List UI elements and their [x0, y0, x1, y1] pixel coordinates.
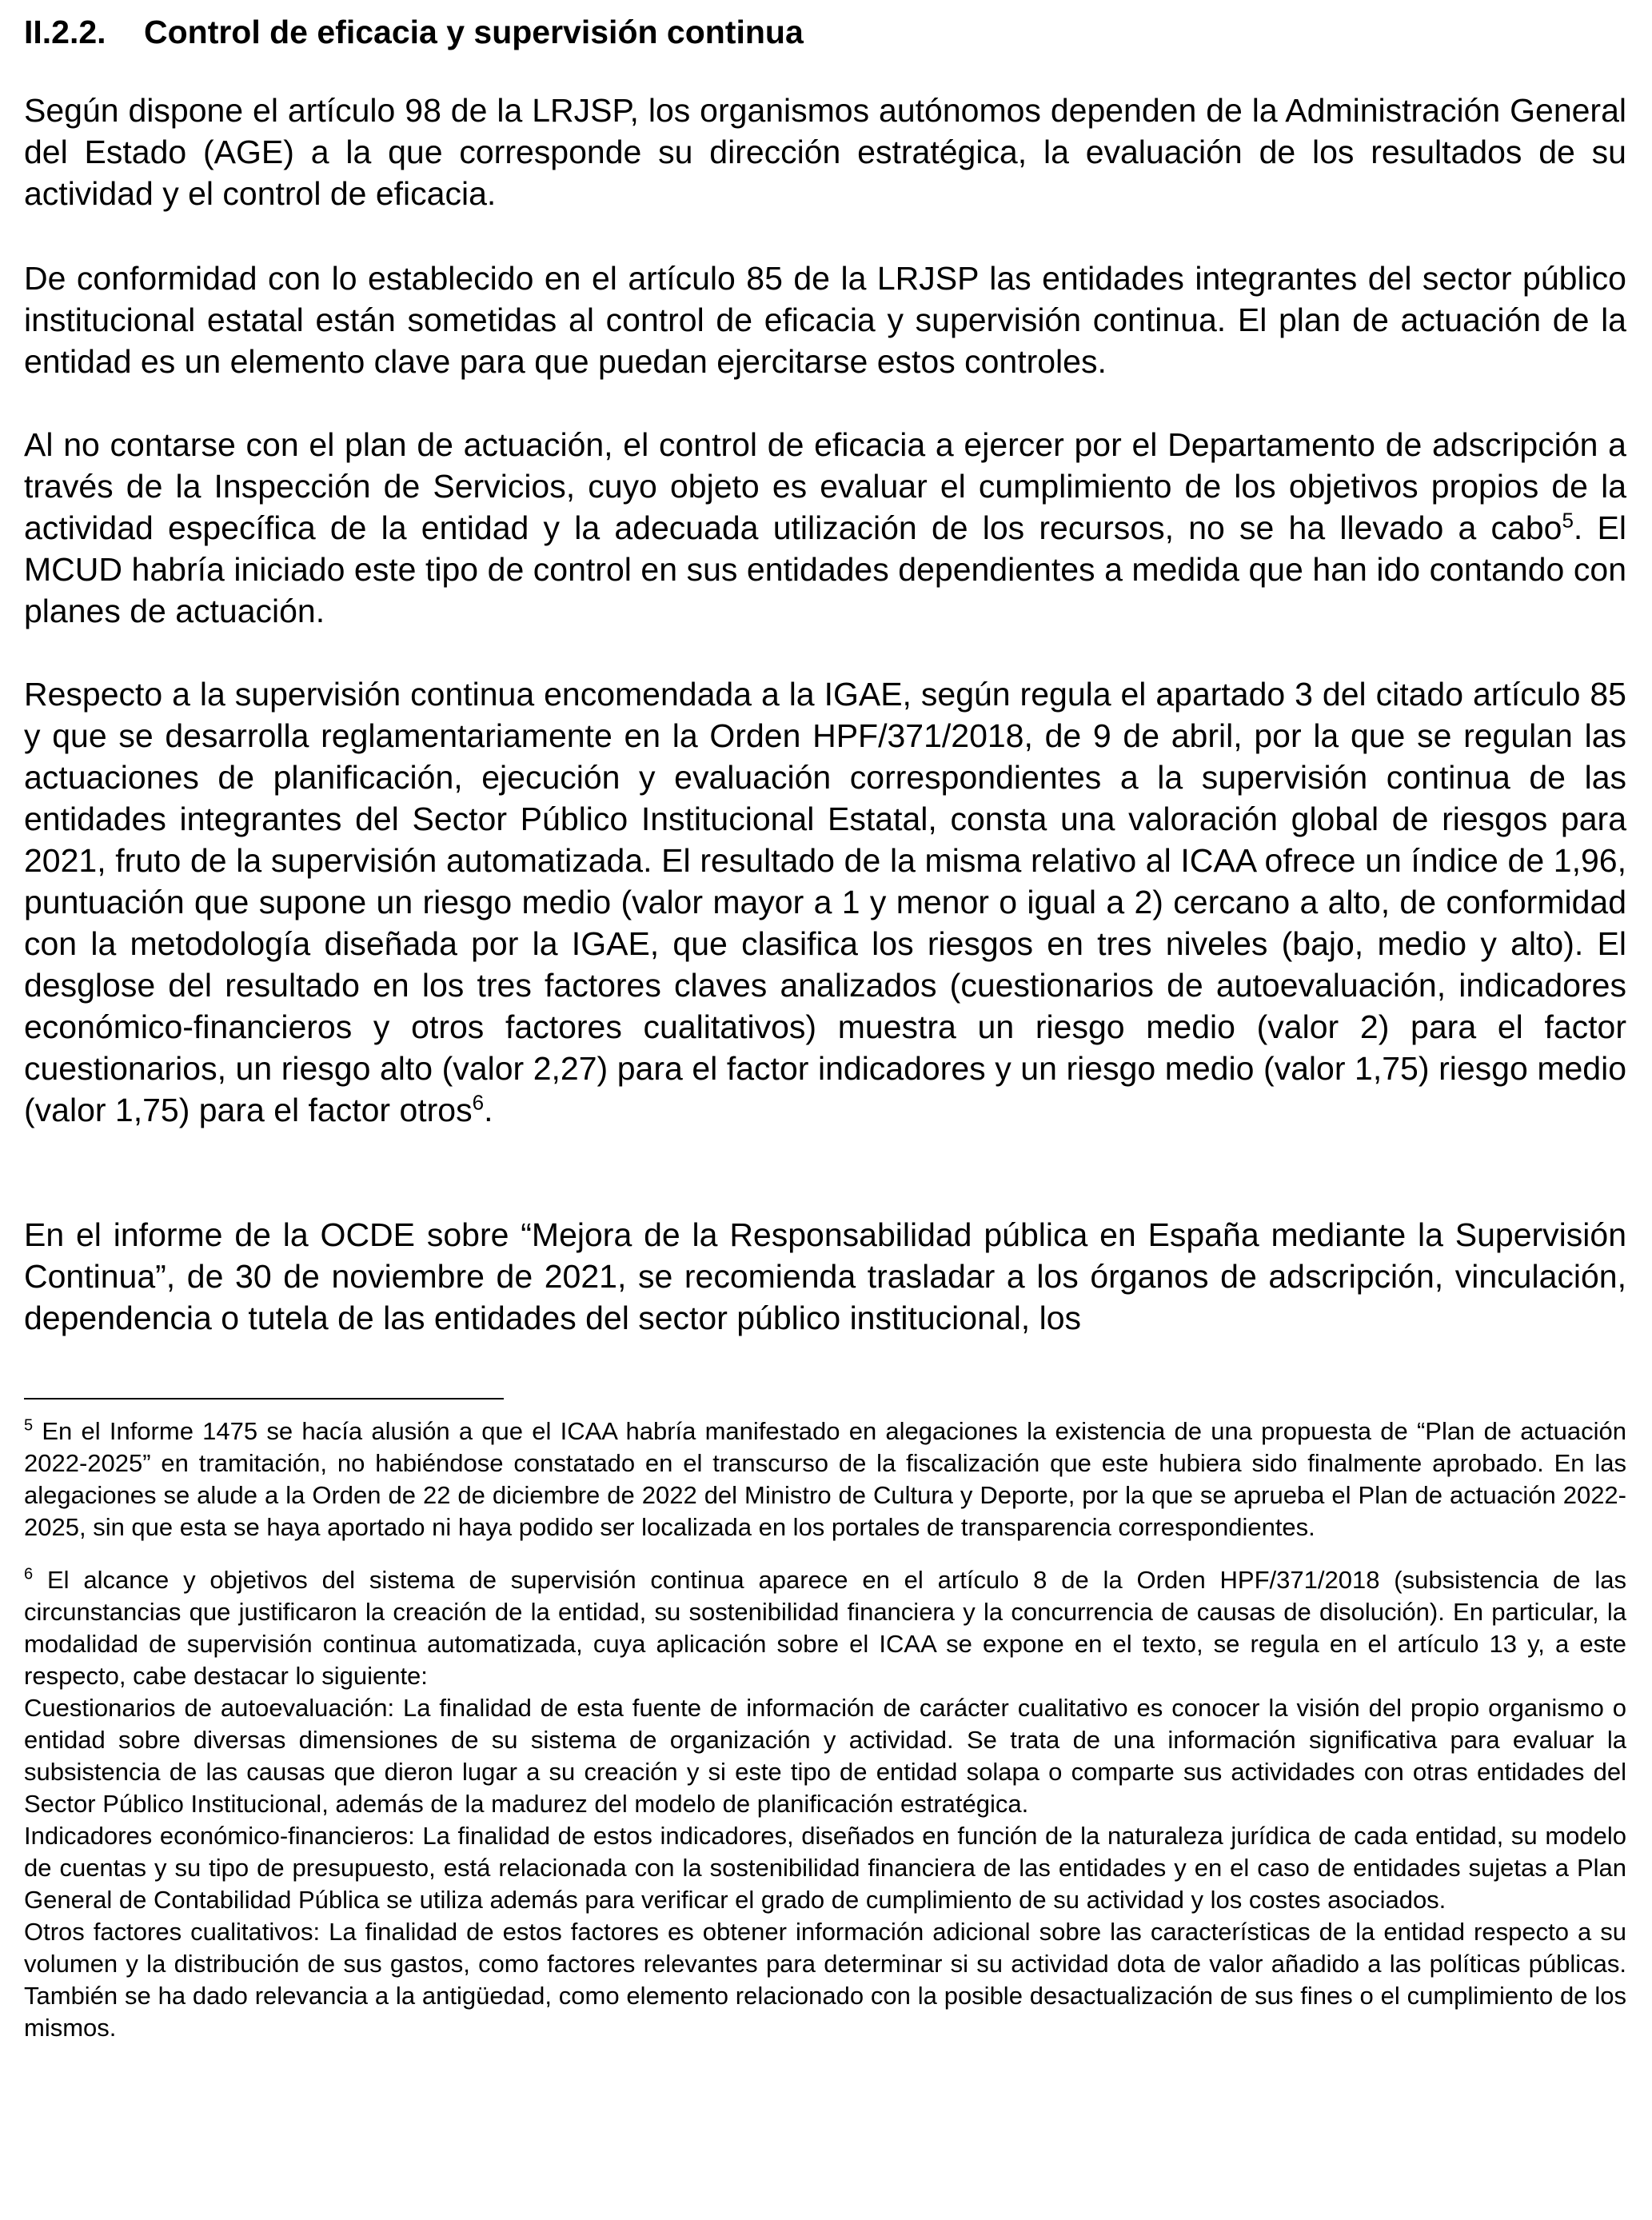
paragraph-2: De conformidad con lo establecido en el artículo 85 de la LRJSP las entidades integrantes del sector público institucional estatal están sometidas al control de eficacia y supervisión continua. El plan de actuación de la entidad es un elemento clave para que puedan ejercitarse estos controles. — [24, 260, 1626, 380]
footnote-5 — [24, 1415, 1626, 1543]
paragraph-5: En el informe de la OCDE sobre “Mejora de la Responsabilidad pública en España mediante la Supervisión Continua”, de 30 de noviembre de 2021, se recomienda trasladar a los órganos de adscripción, vinculación, dependencia o tutela de las entidades del sector público institucional, los — [24, 1216, 1626, 1336]
footnote-ref-6[interactable]: 6 — [472, 1090, 485, 1115]
footnote-6-number: 6 — [24, 1565, 34, 1583]
paragraph-3-text-after: . El MCUD habría iniciado este tipo de control en sus entidades dependientes a medida que han ido contando con planes de actuación. — [24, 509, 1626, 629]
footnotes — [24, 1415, 1626, 2044]
paragraph-3-text-before: Al no contarse con el plan de actuación, el control de eficacia a ejercer por el Departamento de adscripción a través de la Inspección de Servicios, cuyo objeto es evaluar el cumplimiento de los objetivos propios de la actividad específica de la entidad y la adecuada utilización de los recursos, no se ha llevado a cabo — [24, 426, 1626, 546]
footnote-6-intro: El alcance y objetivos del sistema de supervisión continua aparece en el artículo 8 de la Orden HPF/371/2018 (subsistencia de las circunstancias que justificaron la creación de la entidad, su sostenibilidad financiera y la concurrencia de causas de disolución). En particular, la modalidad de supervisión continua automatizada, cuya aplicación sobre el ICAA se expone en el texto, se regula en el artículo 13 y, a este respecto, cabe destacar lo siguiente: — [24, 1566, 1626, 1690]
footnote-6-indicadores: Indicadores económico-financieros: La finalidad de estos indicadores, diseñados en función de la naturaleza jurídica de cada entidad, su modelo de cuentas y su tipo de presupuesto, está relacionada con la sostenibilidad financiera de las entidades y en el caso de entidades sujetas a Plan General de Contabilidad Pública se utiliza además para verificar el grado de cumplimiento de su actividad y los costes asociados. — [24, 1822, 1626, 1914]
section-heading — [24, 11, 804, 53]
footnote-5-number: 5 — [24, 1416, 34, 1435]
section-title: Control de eficacia y supervisión continua — [144, 14, 804, 50]
section-number: II.2.2. — [24, 14, 106, 50]
footnote-6-cuestionarios: Cuestionarios de autoevaluación: La finalidad de esta fuente de información de carácter cualitativo es conocer la visión del propio organismo o entidad sobre diversas dimensiones de su sistema de organización y actividad. Se trata de una información significativa para evaluar la subsistencia de las causas que dieron lugar a su creación y si este tipo de entidad solapa o comparte sus actividades con otras entidades del Sector Público Institucional, además de la madurez del modelo de planificación estratégica. — [24, 1694, 1626, 1818]
footnote-separator — [24, 1398, 504, 1399]
paragraph-3 — [24, 424, 1626, 632]
paragraph-4-text-before: Respecto a la supervisión continua encomendada a la IGAE, según regula el apartado 3 del citado artículo 85 y que se desarrolla reglamentariamente en la Orden HPF/371/2018, de 9 de abril, por la que se regulan las actuaciones de planificación, ejecución y evaluación correspondientes a la supervisión continua de las entidades integrantes del Sector Público Institucional Estatal, consta una valoración global de riesgos para 2021, fruto de la supervisión automatizada. El resultado de la misma relativo al ICAA ofrece un índice de 1,96, puntuación que supone un riesgo medio (valor mayor a 1 y menor o igual a 2) cercano a alto, de conformidad con la metodología diseñada por la IGAE, que clasifica los riesgos en tres niveles (bajo, medio y alto). El desglose del resultado en los tres factores claves analizados (cuestionarios de autoevaluación, indicadores económico-financieros y otros factores cualitativos) muestra un riesgo medio (valor 2) para el factor cuestionarios, un riesgo alto (valor 2,27) para el factor indicadores y un riesgo medio (valor 1,75) riesgo medio (valor 1,75) para el factor otros — [24, 676, 1626, 1128]
footnote-ref-5[interactable]: 5 — [1562, 508, 1574, 533]
footnote-6 — [24, 1564, 1626, 1692]
paragraph-4 — [24, 673, 1626, 1131]
footnote-5-text: En el Informe 1475 se hacía alusión a que el ICAA habría manifestado en alegaciones la existencia de una propuesta de “Plan de actuación 2022-2025” en tramitación, no habiéndose constatado en el transcurso de la fiscalización que este hubiera sido finalmente aprobado. En las alegaciones se alude a la Orden de 22 de diciembre de 2022 del Ministro de Cultura y Deporte, por la que se aprueba el Plan de actuación 2022-2025, sin que esta se haya aportado ni haya podido ser localizada en los portales de transparencia correspondientes. — [24, 1417, 1626, 1541]
footnote-6-otros: Otros factores cualitativos: La finalidad de estos factores es obtener información adicional sobre las características de la entidad respecto a su volumen y la distribución de sus gastos, como factores relevantes para determinar si su actividad dota de valor añadido a las políticas públicas. También se ha dado relevancia a la antigüedad, como elemento relacionado con la posible desactualización de sus fines o el cumplimiento de los mismos. — [24, 1918, 1626, 2042]
paragraph-4-text-after: . — [484, 1092, 493, 1128]
paragraph-1: Según dispone el artículo 98 de la LRJSP, los organismos autónomos dependen de la Administración General del Estado (AGE) a la que corresponde su dirección estratégica, la evaluación de los resultados de su actividad y el control de eficacia. — [24, 92, 1626, 212]
